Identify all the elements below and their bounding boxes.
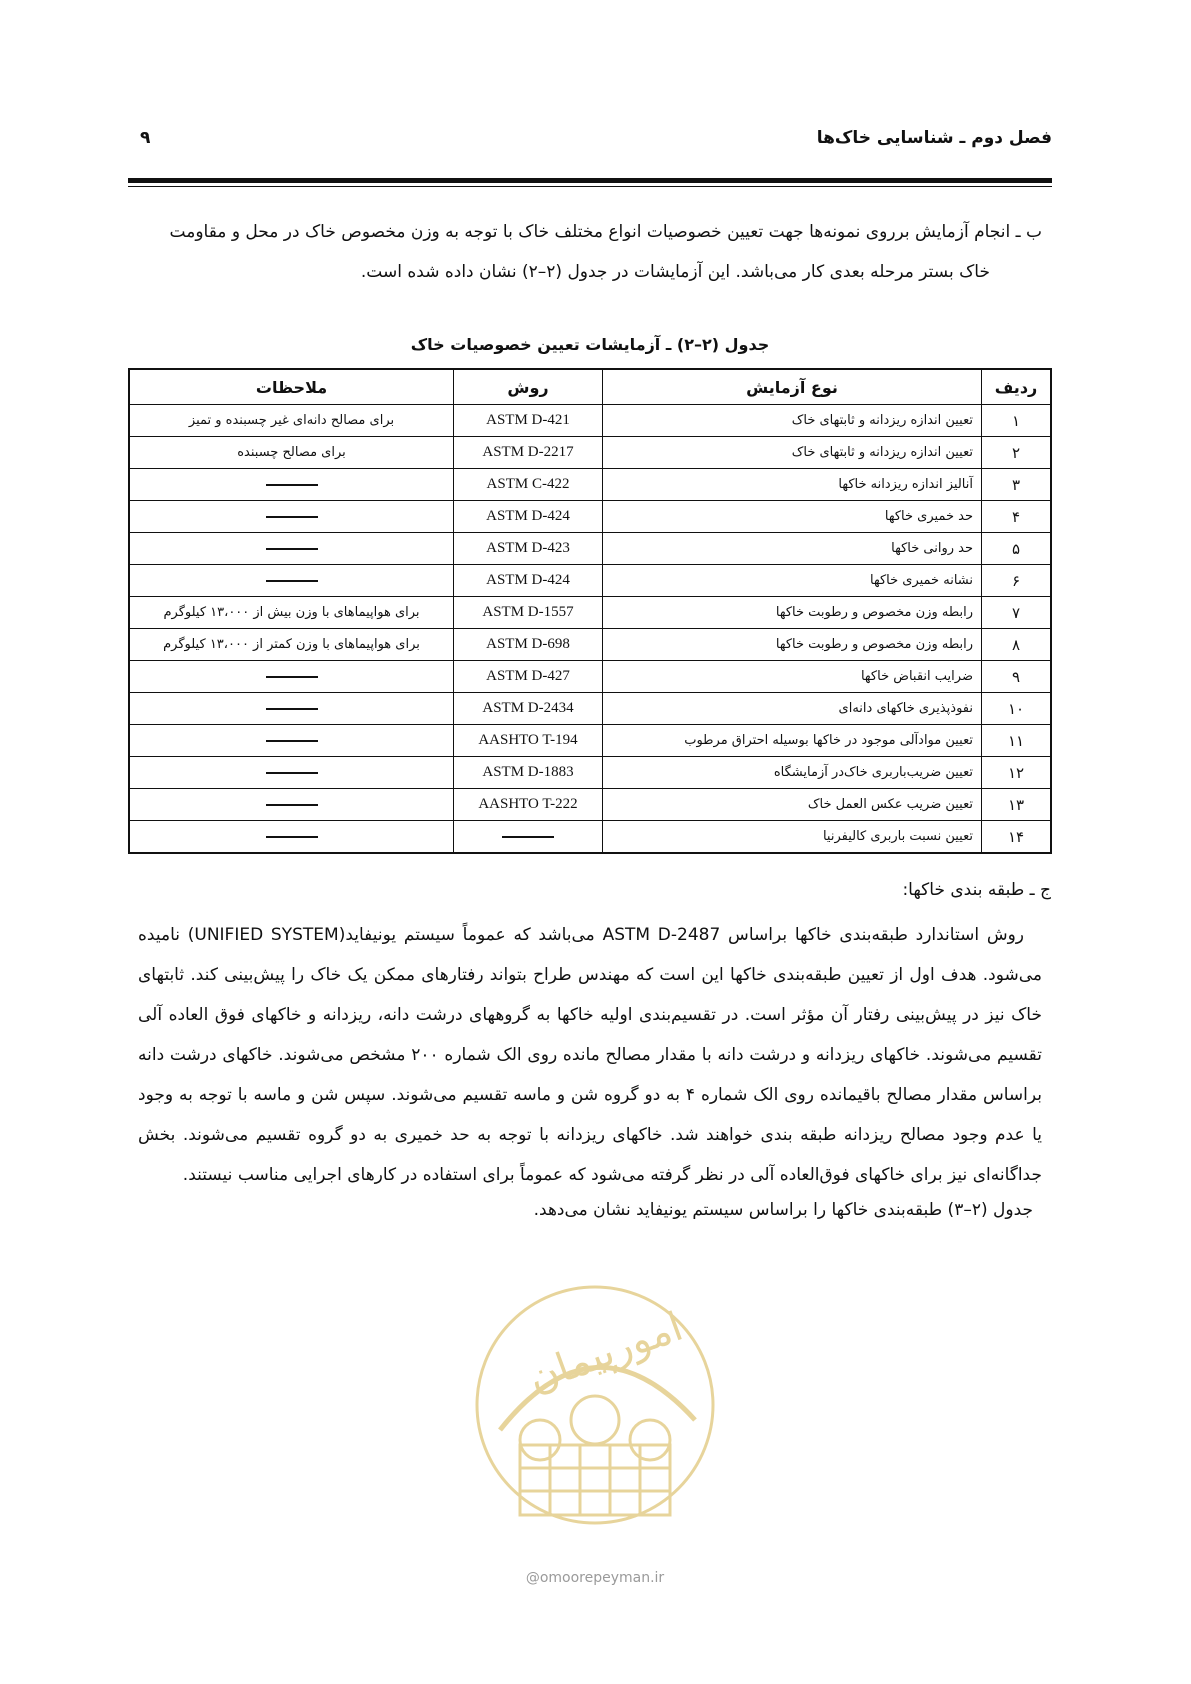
scales-gear-icon xyxy=(520,1420,560,1460)
test-type-cell: حد خمیری خاکها xyxy=(603,501,982,533)
test-type-cell: تعیین موادآلی موجود در خاکها بوسیله احتراق مرطوب xyxy=(603,725,982,757)
empty-dash xyxy=(502,836,554,838)
test-type-cell: تعیین اندازه ریزدانه و ثابتهای خاک xyxy=(603,437,982,469)
classification-paragraph xyxy=(138,915,1042,1195)
method-cell: ASTM D-2217 xyxy=(454,437,603,469)
method-cell: ASTM D-427 xyxy=(454,661,603,693)
row-number-cell: ۷ xyxy=(982,597,1052,629)
notes-cell: برای مصالح چسبنده xyxy=(129,437,454,469)
method-cell: ASTM D-1883 xyxy=(454,757,603,789)
classification-text: روش استاندارد طبقه‌بندی خاکها براساس ASTM D-2487 می‌باشد که عموماً سیستم یونیفاید(UNIFIED SYSTEM) نامیده می‌شود. هدف اول از تعیین طبقه‌بندی خاکها این است که مهندس طراح بتواند رفتارهای ممکن یک خاک را پیش‌بینی کند. ثابتهای خاک نیز در پیش‌بینی رفتار آن مؤثر است. در تقسیم‌بندی اولیه خاکها به گروههای درشت دانه، ریزدانه و خاکهای فوق العاده آلی تقسیم می‌شوند. خاکهای ریزدانه و درشت دانه با مقدار مصالح مانده روی الک شماره ۲۰۰ مشخص می‌شوند. خاکهای درشت دانه براساس مقدار مصالح باقیمانده روی الک شماره ۴ به دو گروه شن و ماسه تقسیم می‌شوند. سپس شن و ماسه با توجه به وجود یا عدم وجود مصالح ریزدانه طبقه بندی خواهند شد. خاکهای ریزدانه با توجه به حد خمیری به دو گروه تقسیم می‌شوند. بخش جداگانه‌ای نیز برای خاکهای فوق‌العاده آلی در نظر گرفته می‌شود که عموماً برای استفاده در کارهای اجرایی مناسب نیستند. xyxy=(138,925,1043,1185)
row-number-cell: ۵ xyxy=(982,533,1052,565)
empty-dash xyxy=(266,484,318,486)
empty-dash xyxy=(266,676,318,678)
notes-cell xyxy=(129,725,454,757)
table-row xyxy=(129,821,1051,854)
header-rule-thin xyxy=(128,186,1052,187)
test-type-cell: رابطه وزن مخصوص و رطوبت خاکها xyxy=(603,629,982,661)
header-method: روش xyxy=(454,369,603,405)
header-test-type: نوع آزمایش xyxy=(603,369,982,405)
notes-cell xyxy=(129,533,454,565)
method-cell xyxy=(454,821,603,854)
table-row xyxy=(129,597,1051,629)
method-cell: AASHTO T-222 xyxy=(454,789,603,821)
table-row xyxy=(129,405,1051,437)
test-type-cell: آنالیز اندازه ریزدانه خاکها xyxy=(603,469,982,501)
empty-dash xyxy=(266,804,318,806)
table-row xyxy=(129,533,1051,565)
closing-sentence: جدول (۲–۳) طبقه‌بندی خاکها را براساس سیستم یونیفاید نشان می‌دهد. xyxy=(533,1200,1033,1220)
empty-dash xyxy=(266,548,318,550)
section-heading: ج ـ طبقه بندی خاکها: xyxy=(902,880,1051,900)
notes-cell xyxy=(129,789,454,821)
method-cell: ASTM D-1557 xyxy=(454,597,603,629)
row-number-cell: ۶ xyxy=(982,565,1052,597)
table-row xyxy=(129,437,1051,469)
watermark-grid xyxy=(520,1445,670,1515)
empty-dash xyxy=(266,740,318,742)
method-cell: ASTM D-424 xyxy=(454,501,603,533)
notes-cell xyxy=(129,661,454,693)
notes-cell: برای مصالح دانه‌ای غیر چسبنده و تمیز xyxy=(129,405,454,437)
test-type-cell: حد روانی خاکها xyxy=(603,533,982,565)
watermark-logo-text: امورپیمان xyxy=(522,1303,689,1402)
row-number-cell: ۱ xyxy=(982,405,1052,437)
table-header-row xyxy=(129,369,1051,405)
table-row xyxy=(129,789,1051,821)
notes-cell xyxy=(129,693,454,725)
empty-dash xyxy=(266,516,318,518)
table-row xyxy=(129,661,1051,693)
test-type-cell: نفوذپذیری خاکهای دانه‌ای xyxy=(603,693,982,725)
notes-cell xyxy=(129,565,454,597)
intro-line-2: خاک بستر مرحله بعدی کار می‌باشد. این آزمایشات در جدول (۲–۲) نشان داده شده است. xyxy=(360,262,990,282)
excavator-gear-icon xyxy=(630,1420,670,1460)
table-caption: جدول (۲–۲) ـ آزمایشات تعیین خصوصیات خاک xyxy=(410,335,770,354)
notes-cell: برای هواپیماهای با وزن بیش از ۱۳،۰۰۰ کیلوگرم xyxy=(129,597,454,629)
test-type-cell: تعیین اندازه ریزدانه و ثابتهای خاک xyxy=(603,405,982,437)
page-number: ۹ xyxy=(140,128,151,148)
row-number-cell: ۳ xyxy=(982,469,1052,501)
empty-dash xyxy=(266,708,318,710)
intro-line-1: ب ـ انجام آزمایش برروی نمونه‌ها جهت تعیین خصوصیات انواع مختلف خاک با توجه به وزن مخصوص خاک در محل و مقاومت xyxy=(169,222,1042,242)
empty-dash xyxy=(266,772,318,774)
empty-dash xyxy=(266,580,318,582)
row-number-cell: ۴ xyxy=(982,501,1052,533)
page-header xyxy=(128,128,1052,156)
watermark-logo xyxy=(460,1270,730,1590)
row-number-cell: ۱۳ xyxy=(982,789,1052,821)
header-row-number: ردیف xyxy=(982,369,1052,405)
method-cell: ASTM D-2434 xyxy=(454,693,603,725)
chapter-title: فصل دوم ـ شناسایی خاک‌ها xyxy=(816,128,1052,148)
header-rule-thick xyxy=(128,178,1052,183)
row-number-cell: ۱۲ xyxy=(982,757,1052,789)
row-number-cell: ۹ xyxy=(982,661,1052,693)
test-type-cell: نشانه خمیری خاکها xyxy=(603,565,982,597)
row-number-cell: ۸ xyxy=(982,629,1052,661)
notes-cell xyxy=(129,757,454,789)
table-row xyxy=(129,629,1051,661)
row-number-cell: ۱۱ xyxy=(982,725,1052,757)
table-row xyxy=(129,693,1051,725)
row-number-cell: ۱۰ xyxy=(982,693,1052,725)
test-type-cell: تعیین ضریب‌باربری خاک‌در آزمایشگاه xyxy=(603,757,982,789)
test-type-cell: ضرایب انقباض خاکها xyxy=(603,661,982,693)
table-row xyxy=(129,469,1051,501)
notes-cell xyxy=(129,469,454,501)
notes-cell xyxy=(129,501,454,533)
header-notes: ملاحظات xyxy=(129,369,454,405)
test-type-cell: تعیین نسبت باربری کالیفرنیا xyxy=(603,821,982,854)
test-type-cell: تعیین ضریب عکس العمل خاک xyxy=(603,789,982,821)
empty-dash xyxy=(266,836,318,838)
soil-tests-table xyxy=(128,368,1052,854)
method-cell: ASTM D-421 xyxy=(454,405,603,437)
watermark-url: @omoorepeyman.ir xyxy=(525,1570,665,1586)
method-cell: ASTM D-698 xyxy=(454,629,603,661)
test-type-cell: رابطه وزن مخصوص و رطوبت خاکها xyxy=(603,597,982,629)
method-cell: ASTM D-423 xyxy=(454,533,603,565)
notes-cell: برای هواپیماهای با وزن کمتر از ۱۳،۰۰۰ کیلوگرم xyxy=(129,629,454,661)
row-number-cell: ۲ xyxy=(982,437,1052,469)
method-cell: AASHTO T-194 xyxy=(454,725,603,757)
method-cell: ASTM C-422 xyxy=(454,469,603,501)
row-number-cell: ۱۴ xyxy=(982,821,1052,854)
table-row xyxy=(129,565,1051,597)
table-row xyxy=(129,501,1051,533)
method-cell: ASTM D-424 xyxy=(454,565,603,597)
building-gear-icon xyxy=(571,1396,619,1444)
table-row xyxy=(129,757,1051,789)
intro-paragraph xyxy=(138,212,1042,292)
table-row xyxy=(129,725,1051,757)
notes-cell xyxy=(129,821,454,854)
